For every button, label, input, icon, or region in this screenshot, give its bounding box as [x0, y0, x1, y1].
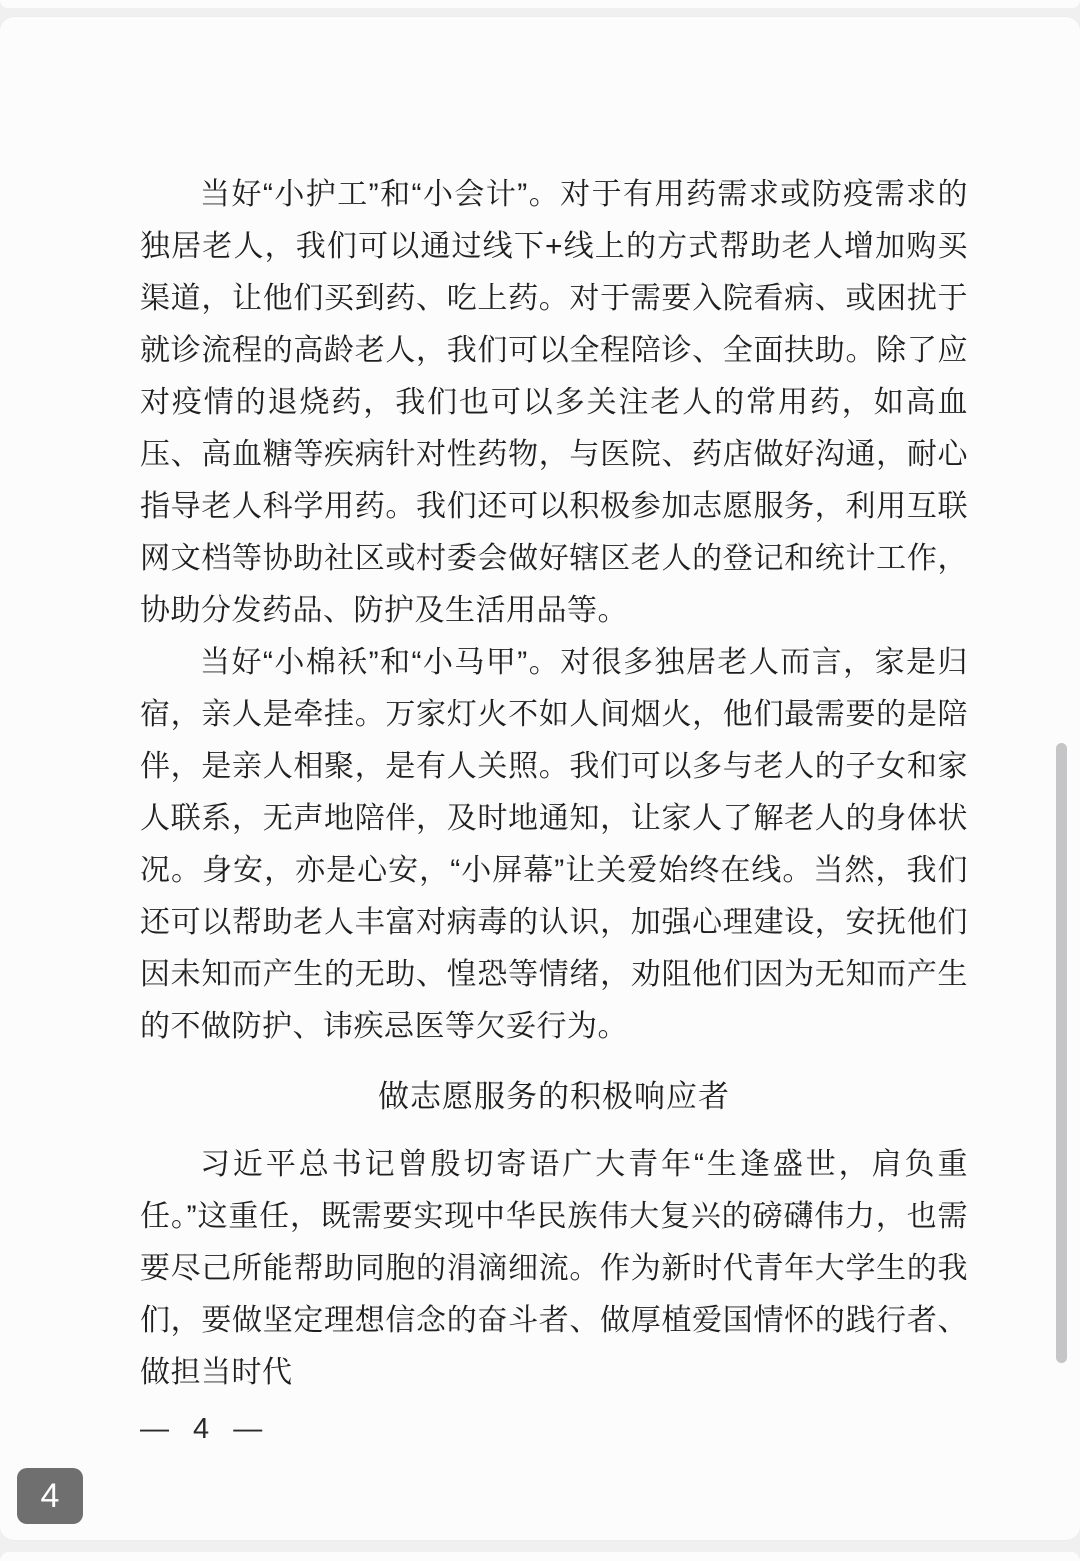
next-page-top-edge: [0, 1552, 1080, 1561]
paragraph-caregiver-accountant: 当好“小护工”和“小会计”。对于有用药需求或防疫需求的独居老人，我们可以通过线下+线上的方式帮助老人增加购买渠道，让他们买到药、吃上药。对于需要入院看病、或困扰于就诊流程的高龄老人，我们可以全程陪诊、全面扶助。除了应对疫情的退烧药，我们也可以多关注老人的常用药，如高血压、高血糖等疾病针对性药物，与医院、药店做好沟通，耐心指导老人科学用药。我们还可以积极参加志愿服务，利用互联网文档等协助社区或村委会做好辖区老人的登记和统计工作，协助分发药品、防护及生活用品等。: [140, 178, 968, 627]
paragraph-volunteer-responder: 习近平总书记曾殷切寄语广大青年“生逢盛世，肩负重任。”这重任，既需要实现中华民族伟大复兴的磅礴伟力，也需要尽己所能帮助同胞的涓滴细流。作为新时代青年大学生的我们，要做坚定理想信念的奋斗者、做厚植爱国情怀的践行者、做担当时代: [140, 1148, 968, 1389]
paragraph-companionship: 当好“小棉袄”和“小马甲”。对很多独居老人而言，家是归宿，亲人是牵挂。万家灯火不如人间烟火，他们最需要的是陪伴，是亲人相聚，是有人关照。我们可以多与老人的子女和家人联系，无声地陪伴，及时地通知，让家人了解老人的身体状况。身安，亦是心安，“小屏幕”让关爱始终在线。当然，我们还可以帮助老人丰富对病毒的认识，加强心理建设，安抚他们因未知而产生的无助、惶恐等情绪，劝阻他们因为无知而产生的不做防护、讳疾忌医等欠妥行为。: [140, 646, 968, 1043]
page-indicator-badge: [17, 1468, 83, 1524]
previous-page-bottom-edge: [0, 0, 1080, 8]
page-number-footer: — 4 —: [140, 1413, 271, 1445]
section-heading: 做志愿服务的积极响应者: [378, 1079, 730, 1114]
document-page: [0, 17, 1080, 1540]
page-content: [0, 17, 1080, 1449]
scrollbar-thumb[interactable]: [1056, 743, 1067, 1363]
page-indicator-number: 4: [40, 1477, 60, 1515]
